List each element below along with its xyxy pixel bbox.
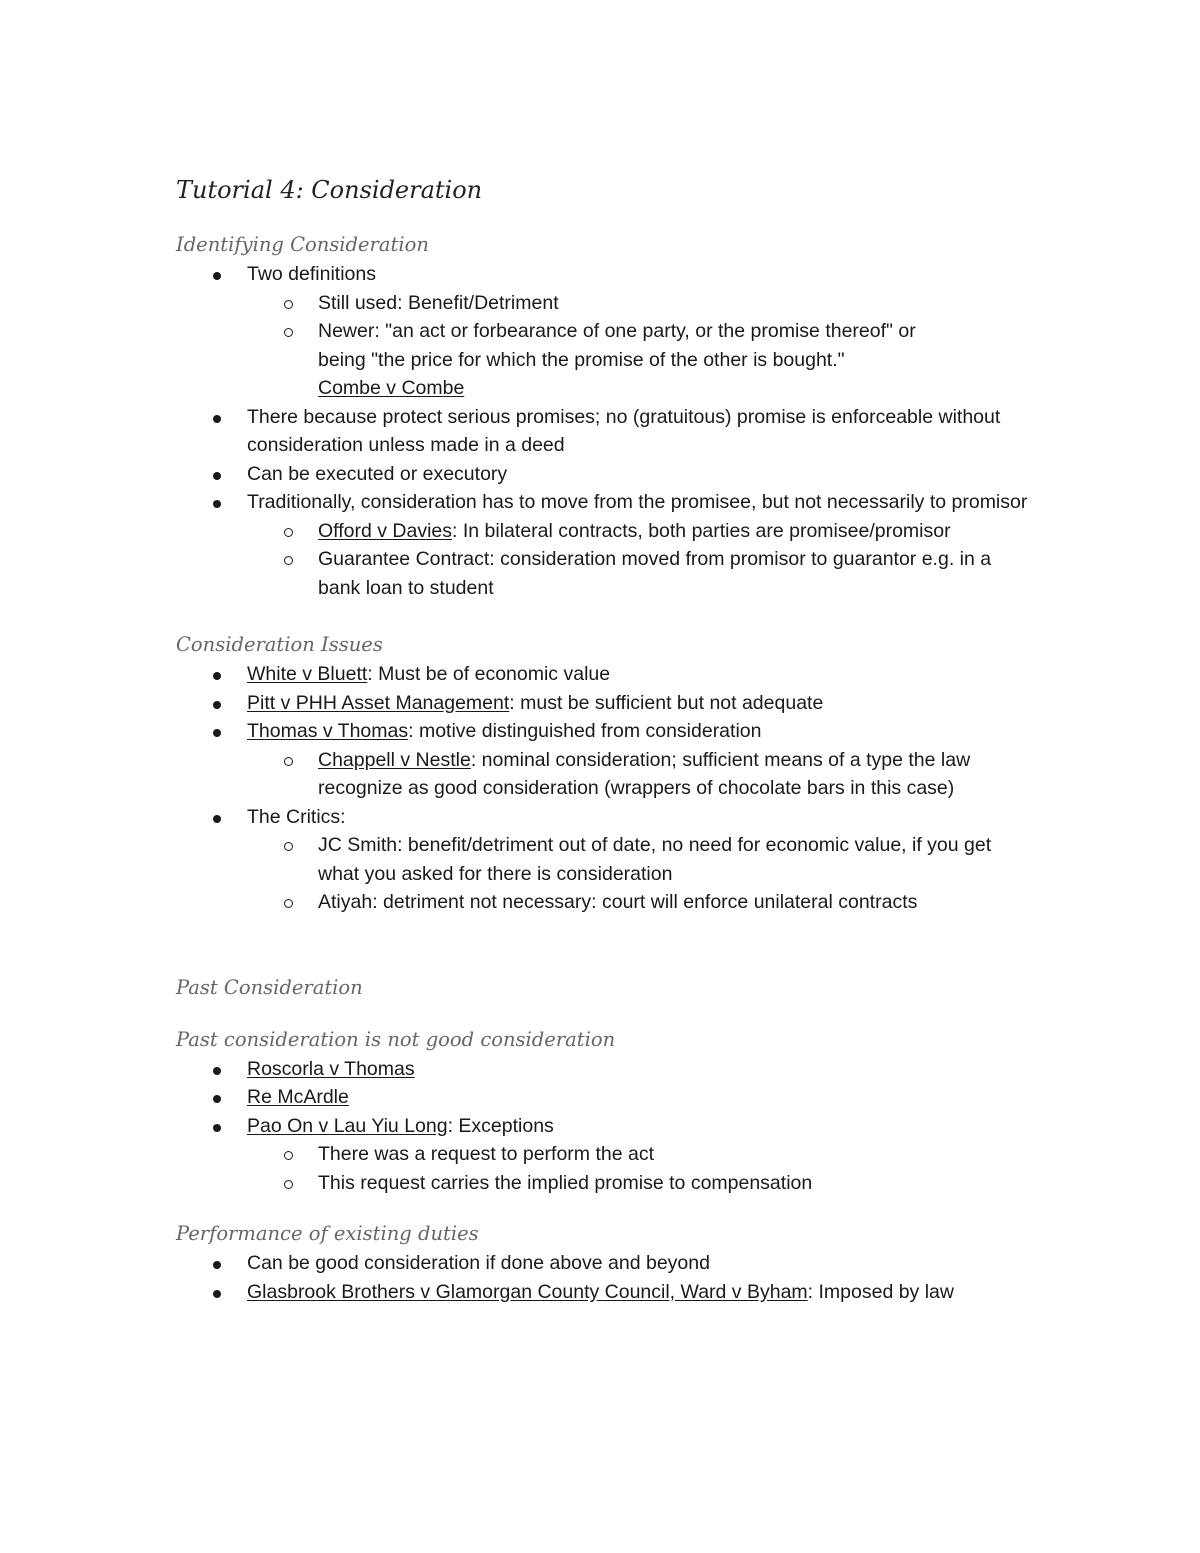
bullet-icon [213,1290,221,1298]
past-list [176,1055,1036,1198]
bullet-icon [213,1095,221,1103]
list-item: Glasbrook Brothers v Glamorgan County Council, Ward v Byham: Imposed by law [247,1278,1036,1307]
list-item: There because protect serious promises; no (gratuitous) promise is enforceable without consideration unless made in a deed [247,403,1036,460]
case-link[interactable]: Roscorla v Thomas [247,1057,415,1080]
heading-past-consideration: Past Consideration [176,975,363,999]
heading-identifying-consideration: Identifying Consideration [176,233,429,256]
case-link[interactable]: Pitt v PHH Asset Management [247,691,510,714]
sub-list [247,1140,1036,1197]
circle-bullet-icon [284,556,293,565]
sub-list [247,831,1036,917]
case-link[interactable]: Thomas v Thomas [247,720,409,742]
bullet-icon [213,1124,221,1132]
identifying-list [176,260,1036,602]
bullet-icon [213,472,221,480]
list-item: Pitt v PHH Asset Management: must be sufficient but not adequate [247,689,1036,718]
bullet-icon [213,672,221,680]
list-item: Atiyah: detriment not necessary: court will enforce unilateral contracts [318,888,1036,917]
list-item: JC Smith: benefit/detriment out of date, no need for economic value, if you get what you asked for there is consideration [318,831,1036,888]
list-item [247,1055,1036,1084]
bullet-icon [213,729,221,737]
bullet-icon [213,1067,221,1075]
document-title: Tutorial 4: Consideration [176,176,483,204]
list-item: There was a request to perform the act [318,1140,1036,1169]
list-item: Can be executed or executory [247,460,1036,489]
case-link[interactable]: Glasbrook Brothers v Glamorgan County Council, Ward v Byham [247,1280,808,1303]
list-item: White v Bluett: Must be of economic value [247,660,1036,689]
bullet-icon [213,500,221,508]
list-item: Two definitions Still used: Benefit/Detriment Newer: "an act or forbearance of one party, or the promise thereof" or being "the price for which the promise of the other is bought." Combe v Combe [247,260,1036,403]
list-item: Newer: "an act or forbearance of one party, or the promise thereof" or being "the price for which the promise of the other is bought." Combe v Combe [318,317,1036,403]
list-item: Thomas v Thomas: motive distinguished from consideration Chappell v Nestle: nominal consideration; sufficient means of a type the law recognize as good consideration (wrappers of chocolate bars in this case) [247,717,1036,803]
list-item [247,1083,1036,1112]
circle-bullet-icon [284,1180,293,1189]
sub-list [247,517,1036,603]
heading-consideration-issues: Consideration Issues [176,633,383,656]
circle-bullet-icon [284,300,293,309]
heading-existing-duties: Performance of existing duties [176,1222,479,1245]
circle-bullet-icon [284,528,293,537]
subheading-past-not-good: Past consideration is not good consideration [176,1027,616,1051]
list-item: Offord v Davies: In bilateral contracts, both parties are promisee/promisor [318,517,1036,546]
case-link[interactable]: White v Bluett [247,663,368,685]
circle-bullet-icon [284,328,293,337]
list-item: Guarantee Contract: consideration moved from promisor to guarantor e.g. in a bank loan to student [318,545,1036,602]
list-item: Still used: Benefit/Detriment [318,289,1036,318]
bullet-icon [213,701,221,709]
issues-list [176,660,1036,917]
list-item: Pao On v Lau Yiu Long: Exceptions There was a request to perform the act This request carries the implied promise to compensation [247,1112,1036,1198]
case-link[interactable]: Re McArdle [247,1086,349,1108]
existing-list [176,1249,1036,1306]
case-link[interactable]: Chappell v Nestle [318,748,471,771]
sub-list [247,289,1036,403]
sub-list [247,746,1036,803]
circle-bullet-icon [284,842,293,851]
bullet-icon [213,272,221,280]
list-item: Can be good consideration if done above and beyond [247,1249,1036,1278]
case-link[interactable]: Offord v Davies [318,519,453,542]
list-item: The Critics: JC Smith: benefit/detriment out of date, no need for economic value, if you get what you asked for there is consideration Atiyah: detriment not necessary: court will enforce unilateral contracts [247,803,1036,917]
case-link[interactable]: Pao On v Lau Yiu Long [247,1114,448,1137]
case-link[interactable]: Combe v Combe [318,377,465,399]
list-item: This request carries the implied promise to compensation [318,1169,1036,1198]
bullet-icon [213,415,221,423]
document-page [176,172,1036,1306]
circle-bullet-icon [284,757,293,766]
list-item: Chappell v Nestle: nominal consideration; sufficient means of a type the law recognize as good consideration (wrappers of chocolate bars in this case) [318,746,1036,803]
bullet-icon [213,815,221,823]
circle-bullet-icon [284,899,293,908]
bullet-icon [213,1261,221,1269]
circle-bullet-icon [284,1151,293,1160]
list-item: Traditionally, consideration has to move from the promisee, but not necessarily to promisor Offord v Davies: In bilateral contracts, both parties are promisee/promisor Guarantee Contract: consideration moved from promisor to guarantor e.g. in a bank loan to student [247,488,1036,602]
